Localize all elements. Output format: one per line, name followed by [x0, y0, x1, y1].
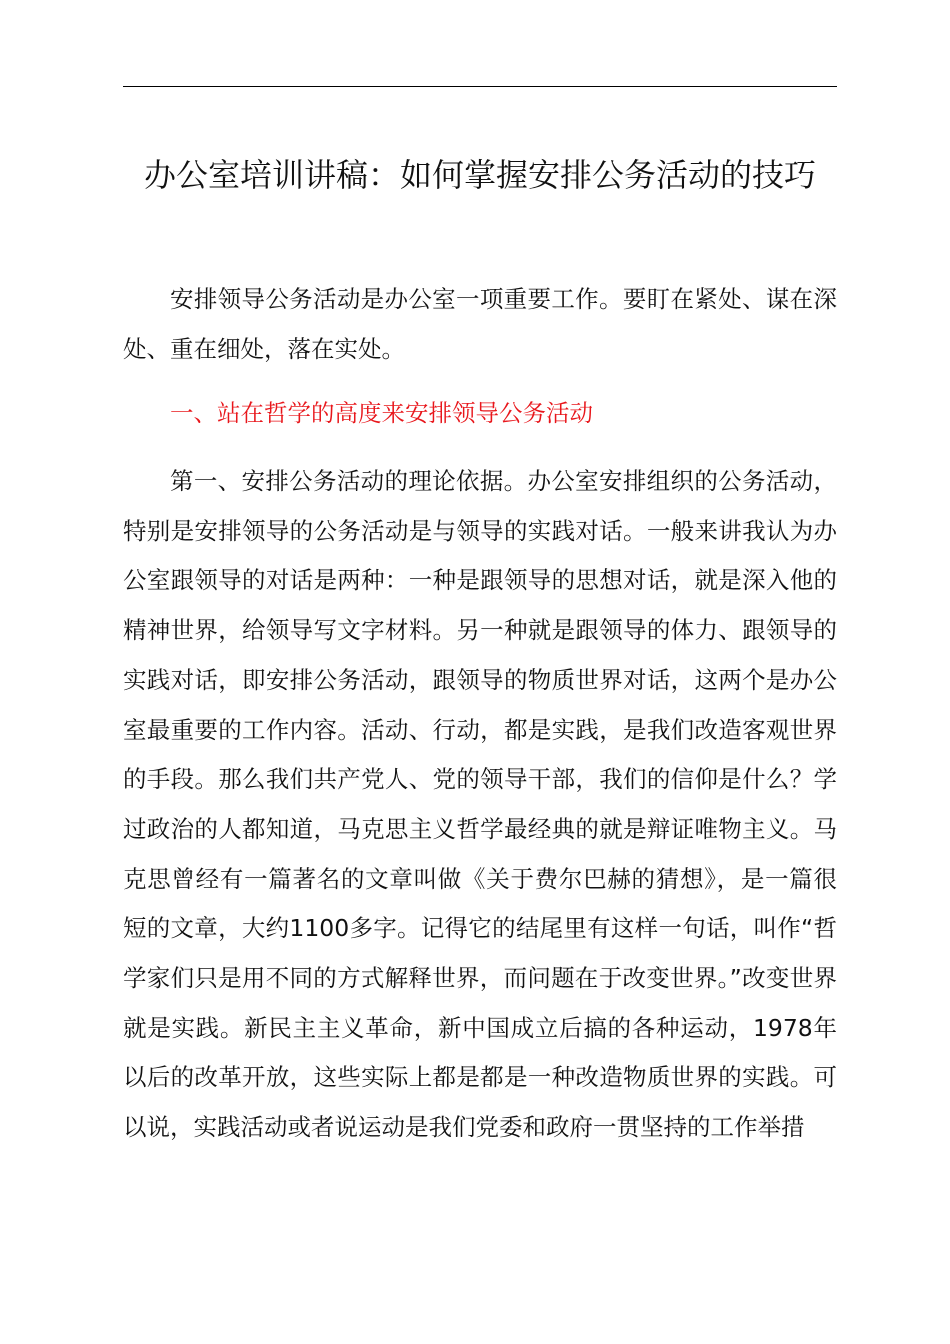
- intro-paragraph: 安排领导公务活动是办公室一项重要工作。要盯在紧处、谋在深处、重在细处，落在实处。: [123, 285, 837, 363]
- header-rule: [123, 86, 837, 87]
- document-title: 办公室培训讲稿：如何掌握安排公务活动的技巧: [143, 156, 816, 194]
- section-heading: 一、站在哲学的高度来安排领导公务活动: [170, 399, 593, 427]
- body-paragraph: 第一、安排公务活动的理论依据。办公室安排组织的公务活动，特别是安排领导的公务活动是与领导的实践对话。一般来讲我认为办公室跟领导的对话是两种：一种是跟领导的思想对话，就是深入他的精神世界，给领导写文字材料。另一种就是跟领导的体力、跟领导的实践对话，即安排公务活动，跟领导的物质世界对话，这两个是办公室最重要的工作内容。活动、行动，都是实践，是我们改造客观世界的手段。那么我们共产党人、党的领导干部，我们的信仰是什么？学过政治的人都知道，马克思主义哲学最经典的就是辩证唯物主义。马克思曾经有一篇著名的文章叫做《关于费尔巴赫的猜想》，是一篇很短的文章，大约1100多字。记得它的结尾里有这样一句话，叫作“哲学家们只是用不同的方式解释世界，而问题在于改变世界。”改变世界就是实践。新民主主义革命，新中国成立后搞的各种运动，1978年以后的改革开放，这些实际上都是都是一种改造物质世界的实践。可以说，实践活动或者说运动是我们党委和政府一贯坚持的工作举措: [123, 467, 837, 1142]
